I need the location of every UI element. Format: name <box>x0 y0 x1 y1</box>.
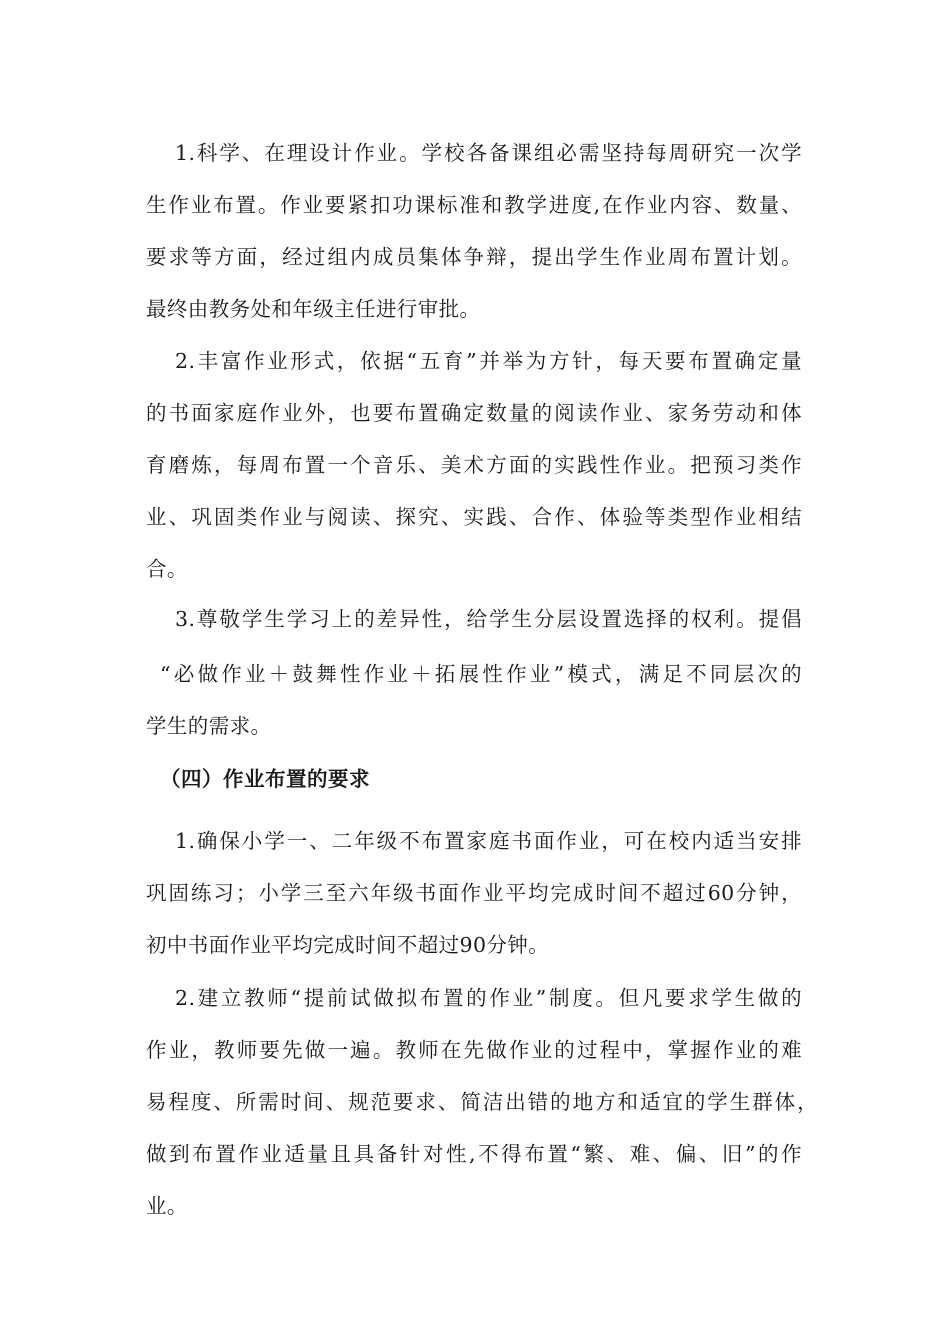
paragraph-line: 2.建立教师“提前试做拟布置的作业”制度。但凡要求学生做的 <box>175 986 802 1010</box>
paragraph-line: 1.确保小学一、二年级不布置家庭书面作业，可在校内适当安排 <box>175 829 802 853</box>
paragraph-line: 业。 <box>146 1194 188 1218</box>
paragraph-line: 初中书面作业平均完成时间不超过90分钟。 <box>146 933 550 957</box>
paragraph-line: “必做作业＋鼓舞性作业＋拓展性作业”模式，满足不同层次的 <box>160 662 802 686</box>
paragraph-line: 最终由教务处和年级主任进行审批。 <box>146 297 481 321</box>
paragraph-line: 易程度、所需时间、规范要求、简洁出错的地方和适宜的学生群体， <box>146 1090 818 1114</box>
section-heading: （四）作业布置的要求 <box>160 767 370 791</box>
paragraph-line: 学生的需求。 <box>146 714 272 738</box>
paragraph-line: 1.科学、在理设计作业。学校各备课组必需坚持每周研究一次学 <box>175 141 802 165</box>
paragraph-line: 3.尊敬学生学习上的差异性，给学生分层设置选择的权利。提倡 <box>175 607 802 631</box>
paragraph-line: 作业，教师要先做一遍。教师在先做作业的过程中，掌握作业的难 <box>146 1038 802 1062</box>
paragraph-line: 要求等方面，经过组内成员集体争辩，提出学生作业周布置计划。 <box>146 245 802 269</box>
paragraph-line: 的书面家庭作业外，也要布置确定数量的阅读作业、家务劳动和体 <box>146 401 802 425</box>
paragraph-line: 业、巩固类作业与阅读、探究、实践、合作、体验等类型作业相结 <box>146 505 802 529</box>
paragraph-line: 合。 <box>146 557 188 581</box>
paragraph-line: 2.丰富作业形式，依据“五育”并举为方针，每天要布置确定量 <box>175 349 802 373</box>
paragraph-line: 巩固练习；小学三至六年级书面作业平均完成时间不超过60分钟， <box>146 881 802 905</box>
paragraph-line: 生作业布置。作业要紧扣功课标准和教学进度,在作业内容、数量、 <box>146 193 802 217</box>
paragraph-line: 育磨炼，每周布置一个音乐、美术方面的实践性作业。把预习类作 <box>146 453 802 477</box>
paragraph-line: 做到布置作业适量且具备针对性,不得布置“繁、难、偏、旧”的作 <box>146 1142 802 1166</box>
